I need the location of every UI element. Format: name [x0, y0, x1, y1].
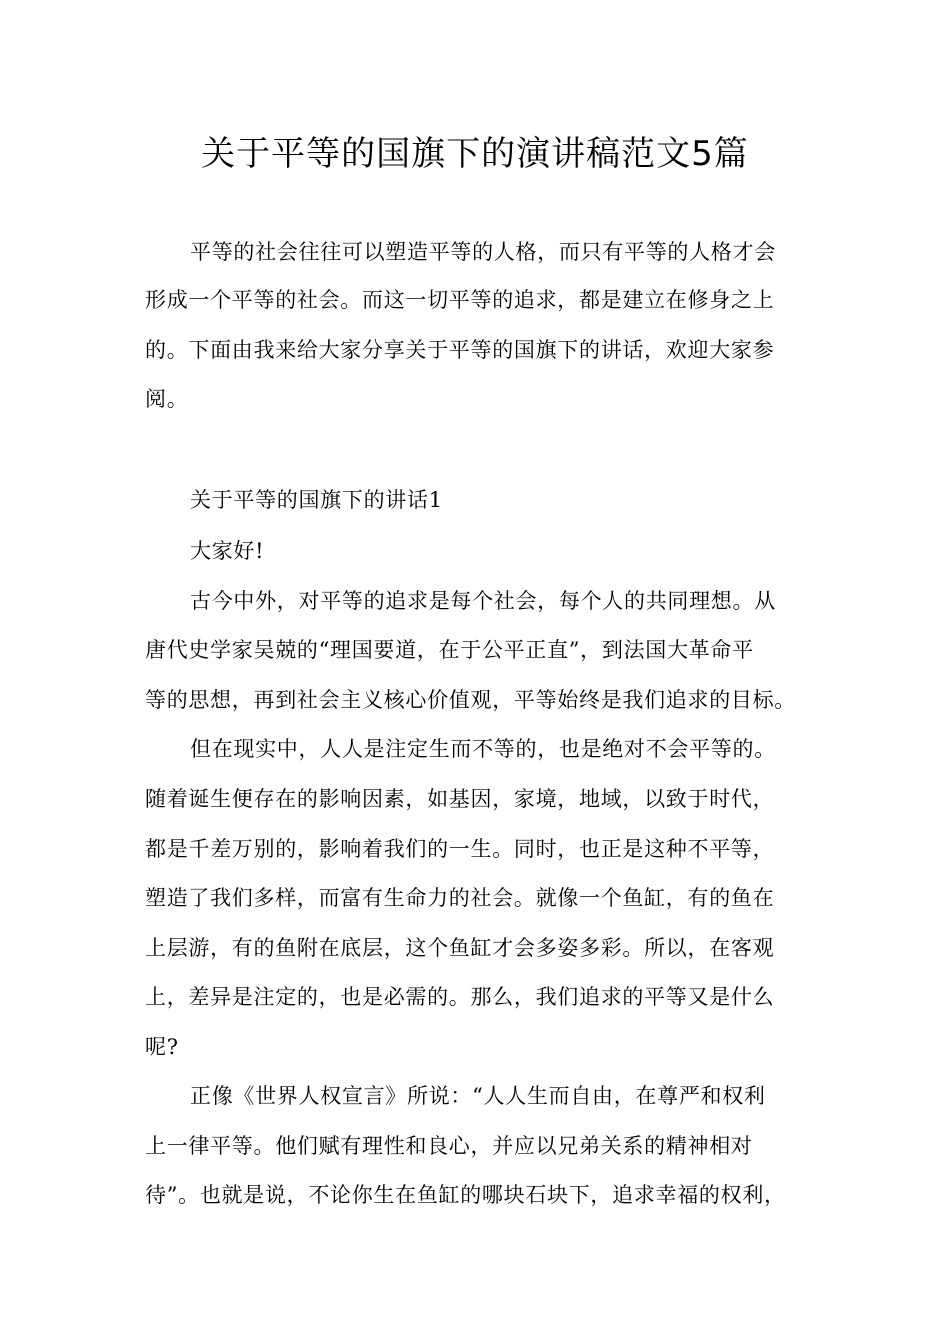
section-heading: 关于平等的国旗下的讲话1	[190, 488, 443, 512]
paragraph2-line-7: 呢?	[145, 1035, 179, 1059]
document-title: 关于平等的国旗下的演讲稿范文5篇	[201, 134, 749, 174]
paragraph3-line-2: 上一律平等。他们赋有理性和良心，并应以兄弟关系的精神相对	[145, 1134, 753, 1158]
paragraph2-line-3: 都是千差万别的，影响着我们的一生。同时，也正是这种不平等，	[145, 837, 775, 861]
paragraph1-line-3: 等的思想，再到社会主义核心价值观，平等始终是我们追求的目标。	[145, 688, 796, 712]
paragraph2-line-4: 塑造了我们多样，而富有生命力的社会。就像一个鱼缸，有的鱼在	[145, 886, 775, 910]
intro-line-2: 形成一个平等的社会。而这一切平等的追求，都是建立在修身之上	[145, 288, 775, 312]
paragraph2-line-1: 但在现实中，人人是注定生而不等的，也是绝对不会平等的。	[190, 737, 776, 761]
greeting: 大家好!	[190, 539, 265, 563]
paragraph3-line-3: 待”。也就是说，不论你生在鱼缸的哪块石块下，追求幸福的权利，	[145, 1183, 786, 1207]
intro-line-3: 的。下面由我来给大家分享关于平等的国旗下的讲话，欢迎大家参	[145, 338, 775, 362]
intro-line-4: 阅。	[145, 387, 189, 411]
paragraph2-line-6: 上，差异是注定的，也是必需的。那么，我们追求的平等又是什么	[145, 985, 775, 1009]
paragraph1-line-2: 唐代史学家吴兢的“理国要道，在于公平正直”，到法国大革命平	[145, 638, 754, 662]
paragraph3-line-1: 正像《世界人权宣言》所说：“人人生而自由，在尊严和权利	[190, 1084, 766, 1108]
paragraph2-line-5: 上层游，有的鱼附在底层，这个鱼缸才会多姿多彩。所以，在客观	[145, 936, 775, 960]
paragraph2-line-2: 随着诞生便存在的影响因素，如基因，家境，地域，以致于时代，	[145, 787, 775, 811]
intro-line-1: 平等的社会往往可以塑造平等的人格，而只有平等的人格才会	[190, 240, 776, 264]
paragraph1-line-1: 古今中外，对平等的追求是每个社会，每个人的共同理想。从	[190, 589, 776, 613]
